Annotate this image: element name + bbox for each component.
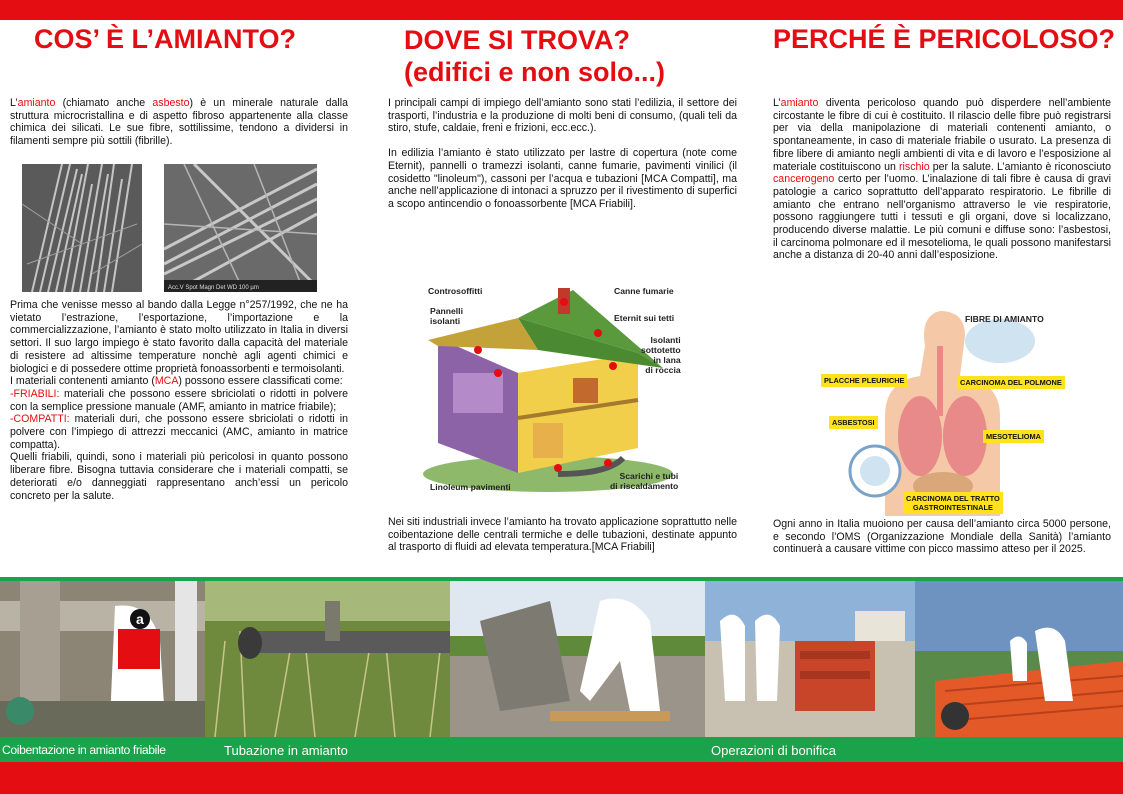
label-carcinoma-polmone: CARCINOMA DEL POLMONE (957, 376, 1065, 389)
paragraph-edilizia: In edilizia l’amianto è stato utilizzato per lastre di copertura (note come Eternit), pannelli o tramezzi isolanti, canne fumarie, pavimenti vinilici (il cosidetto "linoleum"), cassoni per l’acqua e tubazioni [MCA Compatti], ma anche nell’applicazione di intonaci a spruzzo per il rivestimento di superfici a scopo antincendio o fonoassorbente [MCA Friabili]. (388, 147, 737, 210)
label-pannelli: Pannelli isolanti (430, 306, 463, 326)
paragraph-industria: Nei siti industriali invece l’amianto ha trovato applicazione soprattutto nelle coibentazione delle centrali termiche e delle tubazioni, destinate appunto al trasporto di fluidi ad elevata temperatura.[MCA Friabili] (388, 516, 737, 554)
text: I materiali contenenti amianto ( (10, 375, 155, 388)
house-illustration (408, 278, 698, 500)
text: materiali che possono essere sbriciolati o ridotti in polvere con la semplice pressione manuale (AMF, amianto in matrice friabile); (10, 387, 348, 413)
photo-bonifica-1 (450, 581, 705, 737)
col1-body (10, 299, 348, 502)
paragraph-pericolo: Quelli friabili, quindi, sono i materiali più pericolosi in quanto possono liberare fibre. Bisogna tuttavia considerare che i materiali compatti, se deteriorati e/o danneggiati rappresentano anch’essi un pericolo concreto per la salute. (10, 451, 348, 502)
text: certo per l’uomo. L’inalazione di tali fibre è causa di gravi patologie a carico soprattutto dell’apparato respiratorio. Le fibrille di amianto che entrano nell’organismo attraverso le vie respiratorie, possono raggiungere tutti i tessuti e gli organi, dove si localizzano, producendo diverse malattie. Le più comuni e diffuse sono: l’asbestosi, il carcinoma polmonare ed il mesotelioma, le quali possono manifestarsi anche a distanza di 20-40 anni dall’esposizione. (773, 173, 1111, 262)
label-canne-fumarie: Canne fumarie (614, 286, 674, 296)
heading-dove-si-trova (404, 24, 665, 88)
text: ) possono essere classificati come: (178, 375, 343, 388)
paragraph-statistiche: Ogni anno in Italia muoiono per causa dell’amianto circa 5000 persone, e secondo l’OMS (Organizzazione Mondiale della Sanità) l’amianto continuerà a causare vittime con picco massimo atteso per il 2025. (773, 518, 1111, 556)
sem-image-fibers-1 (22, 164, 142, 292)
text: (chiamato anche (55, 97, 153, 109)
body-drawing (815, 306, 1045, 516)
paragraph-storia: Prima che venisse messo al bando dalla Legge n°257/1992, che ne ha vietato l’estrazione, l’esportazione, l’importazione e la commercializzazione, l’amianto è stato molto utilizzato in Italia in diversi settori. Il suo largo impiego è stato favorito dalla capacità del materiale di resistere ad altissime temperature nonchè agli agenti chimici e biologici e di possedere ottime proprietà fonoassorbenti e termoisolanti. (10, 299, 348, 375)
sem-image-fibers-2 (164, 164, 317, 292)
col3-statistiche (773, 518, 1111, 556)
keyword-cancerogeno: cancerogeno (773, 173, 835, 186)
col3-intro (773, 97, 1111, 262)
label-placche: PLACCHE PLEURICHE (821, 374, 907, 387)
heading-line-2: (edifici e non solo...) (404, 57, 666, 87)
heading-line-1: DOVE SI TROVA? (404, 25, 631, 55)
text: materiali duri, che possono essere sbriciolati o ridotti in polvere con l’impiego di attrezzi meccanici (AMC, amianto in matrice compatta). (10, 413, 348, 451)
caption-band (0, 737, 1123, 762)
text: diventa pericoloso quando può disperdere nell’ambiente circostante le fibre di cui è costituito. Il rilascio delle fibre può registrarsi per via della manipolazione di materiali contenenti amianto, o spontaneamente, in caso di materiale friabile o usurato. La presenza di fibre libere di amianto negli ambienti di vita e di lavoro e l’esposizione al materiale costituiscono un (773, 97, 1111, 173)
keyword-mca: MCA (154, 375, 179, 388)
col2-industria (388, 516, 737, 554)
text: L’ (773, 97, 781, 109)
top-red-bar (0, 0, 1123, 20)
caption-tubazione: Tubazione in amianto (224, 743, 348, 758)
label-mesotelioma: MESOTELIOMA (983, 430, 1044, 443)
body-illustration (815, 306, 1062, 516)
col1-intro (10, 97, 348, 148)
label-eternit: Eternit sui tetti (614, 313, 675, 323)
caption-coibentazione: Coibentazione in amianto friabile (2, 743, 166, 757)
text: CARCINOMA DEL TRATTO (906, 494, 1000, 503)
keyword-amianto: amianto (17, 97, 56, 109)
photo-bonifica-2 (705, 581, 915, 737)
label-isolanti: Isolanti sottotetto in lana di roccia (641, 335, 681, 375)
label-compatti: -COMPATTI: (10, 413, 70, 426)
text: ) è un minerale naturale dalla struttura microcristallina e di aspetto fibroso appartenente alla classe chimica dei silicati. Le sue fibre, sottilissime, tendono a dividersi in filamenti sempre più sottili (fibrille). (10, 97, 348, 148)
label-linoleum: Linoleum pavimenti (430, 482, 511, 492)
keyword-asbesto: asbesto (152, 97, 190, 109)
text: L’ (10, 97, 18, 109)
text: per la salute. L’amianto è riconosciuto (929, 160, 1111, 173)
label-asbestosi: ASBESTOSI (829, 416, 878, 429)
paragraph-impieghi: I principali campi di impiego dell’amianto sono stati l’edilizia, il settore dei trasporti, l’industria e la produzione di molti beni di consumo, (quali teli da stiro, stufe, caldaie, freni e frizioni, ecc.ecc.). (388, 97, 737, 135)
heading-cos-e-amianto: COS’ È L’AMIANTO? (34, 24, 297, 54)
sem-caption: Acc.V Spot Magn Det WD 100 µm (168, 285, 259, 291)
photo-tubazione (205, 581, 450, 737)
label-fibre: FIBRE DI AMIANTO (965, 314, 1044, 324)
photo-coibentazione (0, 581, 205, 737)
svg-text:a: a (136, 611, 144, 627)
col2-intro (388, 97, 737, 211)
keyword-rischio: rischio (899, 160, 930, 173)
label-controsoffitti: Controsoffitti (428, 286, 483, 296)
label-friabili: -FRIABILI: (10, 387, 60, 400)
caption-bonifica: Operazioni di bonifica (711, 743, 837, 758)
keyword-amianto: amianto (780, 97, 819, 109)
label-carcinoma-gi (903, 492, 1003, 514)
text: GASTROINTESTINALE (912, 503, 993, 512)
bottom-red-bar (0, 762, 1123, 794)
photo-bonifica-3 (915, 581, 1123, 737)
label-scarichi: Scarichi e tubi di riscaldamento (610, 471, 679, 491)
heading-perche-pericoloso: PERCHÉ È PERICOLOSO? (773, 24, 1116, 54)
